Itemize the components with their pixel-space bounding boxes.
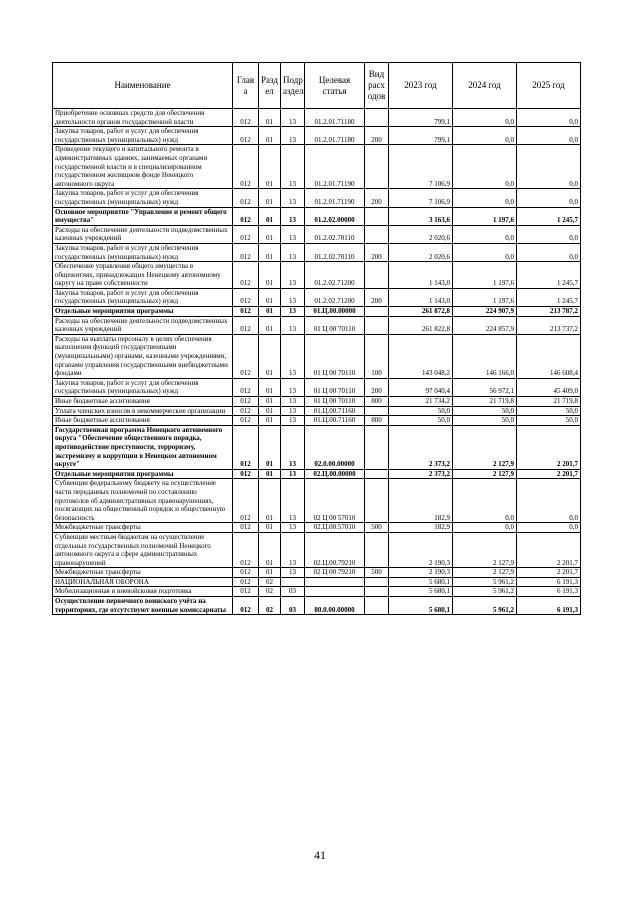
cell-y2025: 0,0: [517, 189, 581, 207]
cell-statya: 01.2.01.71190: [305, 189, 365, 207]
table-row: [53, 406, 581, 416]
table-row: [53, 316, 581, 334]
cell-statya: 02 Ц 00 57010: [305, 479, 365, 523]
cell-y2023: 182,9: [389, 523, 453, 533]
cell-glava: 012: [233, 127, 259, 145]
cell-razdel: 01: [259, 243, 281, 261]
cell-name: Субвенции местным бюджетам на осуществление отдельных государственных полномочий Ненецкого автономного округа в сфере административных правонарушений: [53, 532, 233, 567]
cell-statya: 01 Ц 00 70110: [305, 397, 365, 407]
cell-name: Отдельные мероприятия программы: [53, 307, 233, 317]
cell-razdel: 01: [259, 262, 281, 289]
cell-podrazdel: 03: [281, 587, 305, 597]
cell-y2025: 2 201,7: [517, 469, 581, 479]
cell-name: Расходы на обеспечение деятельности подведомственных казенных учреждений: [53, 225, 233, 243]
cell-podrazdel: 13: [281, 109, 305, 127]
cell-glava: 012: [233, 109, 259, 127]
cell-glava: 012: [233, 288, 259, 306]
cell-podrazdel: 13: [281, 243, 305, 261]
cell-statya: 01.2.02.71200: [305, 262, 365, 289]
cell-y2023: 21 734,2: [389, 397, 453, 407]
cell-podrazdel: 13: [281, 145, 305, 189]
cell-y2023: 1 143,0: [389, 262, 453, 289]
table-row: [53, 523, 581, 533]
cell-podrazdel: 13: [281, 406, 305, 416]
cell-name: Проведение текущего и капитального ремонта в административных зданиях, занимаемых органами государственной власти и в специализированном государственном жилищном фонде Ненецкого автономного округа: [53, 145, 233, 189]
cell-vid: [365, 577, 389, 587]
cell-y2024: 0,0: [453, 243, 517, 261]
cell-y2025: 1 245,7: [517, 288, 581, 306]
cell-y2023: 5 680,1: [389, 577, 453, 587]
table-row: [53, 469, 581, 479]
cell-razdel: 01: [259, 307, 281, 317]
header-glava: Глав а: [233, 63, 259, 109]
cell-vid: 500: [365, 523, 389, 533]
cell-name: Уплата членских взносов в некоммерческие организации: [53, 406, 233, 416]
cell-statya: 01.2.01.71190: [305, 145, 365, 189]
table-body: [53, 109, 581, 615]
header-razdel: Разд ел: [259, 63, 281, 109]
cell-razdel: 01: [259, 416, 281, 426]
cell-vid: 800: [365, 416, 389, 426]
cell-y2024: 21 719,8: [453, 397, 517, 407]
cell-razdel: 01: [259, 288, 281, 306]
cell-podrazdel: 13: [281, 189, 305, 207]
cell-y2023: 50,0: [389, 406, 453, 416]
table-row: [53, 587, 581, 597]
cell-y2023: 182,9: [389, 479, 453, 523]
cell-vid: 200: [365, 243, 389, 261]
table-row: [53, 416, 581, 426]
budget-table: [52, 62, 581, 615]
cell-y2025: 6 191,3: [517, 577, 581, 587]
cell-statya: 80.0.00.00000: [305, 597, 365, 615]
header-podrazdel: Подр аздел: [281, 63, 305, 109]
cell-y2025: 1 245,7: [517, 262, 581, 289]
cell-statya: 01 Ц 00 70110: [305, 316, 365, 334]
cell-glava: 012: [233, 307, 259, 317]
cell-vid: 200: [365, 127, 389, 145]
cell-y2023: 5 680,1: [389, 587, 453, 597]
cell-y2024: 0,0: [453, 127, 517, 145]
cell-statya: 01.2.02.71200: [305, 288, 365, 306]
cell-vid: 800: [365, 397, 389, 407]
cell-glava: 012: [233, 378, 259, 396]
cell-glava: 012: [233, 262, 259, 289]
cell-statya: 01 Ц 00 70110: [305, 334, 365, 378]
cell-name: Обеспечение управления общего имущества в общежитиях, принадлежащих Ненецкому автономному округу на праве собственности: [53, 262, 233, 289]
cell-y2023: 2 373,2: [389, 469, 453, 479]
table-row: [53, 262, 581, 289]
cell-vid: [365, 597, 389, 615]
table-row: [53, 334, 581, 378]
cell-y2025: 0,0: [517, 225, 581, 243]
cell-y2024: 50,0: [453, 416, 517, 426]
table-row: [53, 225, 581, 243]
cell-podrazdel: 13: [281, 378, 305, 396]
cell-vid: 500: [365, 568, 389, 578]
cell-name: Мобилизационная и вневойсковая подготовка: [53, 587, 233, 597]
header-2023: 2023 год: [389, 63, 453, 109]
table-row: [53, 479, 581, 523]
cell-y2025: 0,0: [517, 109, 581, 127]
cell-razdel: 01: [259, 378, 281, 396]
cell-y2025: 0,0: [517, 523, 581, 533]
cell-glava: 012: [233, 469, 259, 479]
cell-razdel: 01: [259, 189, 281, 207]
cell-glava: 012: [233, 425, 259, 469]
cell-y2023: 2 190,3: [389, 532, 453, 567]
cell-podrazdel: [281, 577, 305, 587]
cell-podrazdel: 13: [281, 334, 305, 378]
cell-vid: 200: [365, 378, 389, 396]
cell-vid: [365, 109, 389, 127]
cell-vid: [365, 316, 389, 334]
cell-glava: 012: [233, 577, 259, 587]
cell-podrazdel: 13: [281, 425, 305, 469]
cell-statya: 01.2.01.71180: [305, 127, 365, 145]
cell-y2024: 2 127,9: [453, 568, 517, 578]
table-row: [53, 532, 581, 567]
cell-y2024: 1 197,6: [453, 207, 517, 225]
cell-y2024: 50,0: [453, 406, 517, 416]
cell-razdel: 01: [259, 523, 281, 533]
cell-name: Основное мероприятие "Управление и ремонт общего имущества": [53, 207, 233, 225]
cell-podrazdel: 13: [281, 288, 305, 306]
page-number: 41: [314, 848, 326, 862]
cell-statya: 01 Ц 00 70110: [305, 378, 365, 396]
table-row: [53, 425, 581, 469]
cell-y2023: 7 106,9: [389, 145, 453, 189]
cell-y2023: 50,0: [389, 416, 453, 426]
table-row: [53, 145, 581, 189]
cell-y2025: 2 201,7: [517, 568, 581, 578]
cell-glava: 012: [233, 243, 259, 261]
cell-statya: 02.Ц.00.79210: [305, 532, 365, 567]
cell-vid: [365, 479, 389, 523]
cell-y2024: 0,0: [453, 145, 517, 189]
cell-vid: 100: [365, 334, 389, 378]
cell-statya: 01.2.02.70110: [305, 243, 365, 261]
table-row: [53, 577, 581, 587]
cell-name: Межбюджетные трансферты: [53, 523, 233, 533]
cell-razdel: 01: [259, 145, 281, 189]
cell-podrazdel: 13: [281, 469, 305, 479]
cell-glava: 012: [233, 207, 259, 225]
cell-y2023: 261 822,8: [389, 316, 453, 334]
cell-y2024: 1 197,6: [453, 288, 517, 306]
cell-y2025: 21 719,8: [517, 397, 581, 407]
cell-y2023: 2 373,2: [389, 425, 453, 469]
cell-y2024: 0,0: [453, 479, 517, 523]
cell-y2025: 50,0: [517, 406, 581, 416]
cell-statya: 01.2.02.00000: [305, 207, 365, 225]
cell-glava: 012: [233, 316, 259, 334]
cell-glava: 012: [233, 532, 259, 567]
cell-name: Межбюджетные трансферты: [53, 568, 233, 578]
cell-podrazdel: 13: [281, 416, 305, 426]
cell-razdel: 01: [259, 316, 281, 334]
cell-podrazdel: 13: [281, 316, 305, 334]
cell-vid: 200: [365, 189, 389, 207]
cell-y2023: 2 020,6: [389, 225, 453, 243]
cell-name: Закупка товаров, работ и услуг для обеспечения государственных (муниципальных) нужд: [53, 127, 233, 145]
cell-y2023: 799,1: [389, 127, 453, 145]
cell-name: НАЦИОНАЛЬНАЯ ОБОРОНА: [53, 577, 233, 587]
cell-glava: 012: [233, 225, 259, 243]
cell-y2024: 5 961,2: [453, 587, 517, 597]
cell-vid: [365, 307, 389, 317]
cell-name: Иные бюджетные ассигнования: [53, 416, 233, 426]
cell-y2025: 50,0: [517, 416, 581, 426]
cell-glava: 012: [233, 597, 259, 615]
cell-y2024: 0,0: [453, 109, 517, 127]
table-row: [53, 207, 581, 225]
cell-statya: 01.Ц.00.00000: [305, 307, 365, 317]
cell-y2023: 2 020,6: [389, 243, 453, 261]
cell-name: Осуществление первичного воинского учёта на территориях, где отсутствуют военные комиссариаты: [53, 597, 233, 615]
table-row: [53, 189, 581, 207]
cell-podrazdel: 13: [281, 262, 305, 289]
cell-y2024: 5 961,2: [453, 577, 517, 587]
cell-vid: [365, 587, 389, 597]
cell-y2025: 2 201,7: [517, 425, 581, 469]
cell-y2023: 2 190,3: [389, 568, 453, 578]
cell-y2025: 45 409,0: [517, 378, 581, 396]
cell-y2025: 6 191,3: [517, 597, 581, 615]
cell-y2023: 143 048,2: [389, 334, 453, 378]
cell-y2025: 0,0: [517, 127, 581, 145]
cell-name: Закупка товаров, работ и услуг для обеспечения государственных (муниципальных) нужд: [53, 189, 233, 207]
cell-statya: 02.0.00.00000: [305, 425, 365, 469]
table-row: [53, 378, 581, 396]
table-row: [53, 597, 581, 615]
cell-name: Закупка товаров, работ и услуг для обеспечения государственных (муниципальных) нужд: [53, 288, 233, 306]
cell-razdel: 01: [259, 406, 281, 416]
cell-glava: 012: [233, 568, 259, 578]
cell-name: Расходы на выплаты персоналу в целях обеспечения выполнения функций государственными (муниципальными) органами, казенными учреждениями, органами управления государственными внебюджетными фондами: [53, 334, 233, 378]
cell-y2023: 3 163,6: [389, 207, 453, 225]
cell-razdel: 01: [259, 532, 281, 567]
cell-vid: [365, 425, 389, 469]
cell-name: Приобретение основных средств для обеспечения деятельности органов государственной власти: [53, 109, 233, 127]
cell-razdel: 02: [259, 577, 281, 587]
cell-vid: [365, 207, 389, 225]
table-header-row: [53, 63, 581, 109]
header-name: Наименование: [53, 63, 233, 109]
cell-razdel: 01: [259, 479, 281, 523]
cell-statya: 02 Ц 00 79210: [305, 568, 365, 578]
table-row: [53, 397, 581, 407]
cell-y2023: 1 143,0: [389, 288, 453, 306]
cell-vid: 200: [365, 288, 389, 306]
cell-name: Расходы на обеспечение деятельности подведомственных казенных учреждений: [53, 316, 233, 334]
cell-statya: 01.Ц.00.71160: [305, 406, 365, 416]
cell-y2023: 97 040,4: [389, 378, 453, 396]
cell-y2024: 146 166,0: [453, 334, 517, 378]
cell-podrazdel: 13: [281, 568, 305, 578]
cell-razdel: 02: [259, 597, 281, 615]
table-row: [53, 307, 581, 317]
cell-razdel: 01: [259, 109, 281, 127]
cell-vid: [365, 262, 389, 289]
cell-podrazdel: 13: [281, 479, 305, 523]
cell-vid: [365, 406, 389, 416]
cell-razdel: 01: [259, 568, 281, 578]
cell-y2025: 213 737,2: [517, 316, 581, 334]
table-row: [53, 109, 581, 127]
cell-glava: 012: [233, 189, 259, 207]
cell-razdel: 01: [259, 207, 281, 225]
cell-y2025: 6 191,3: [517, 587, 581, 597]
cell-y2025: 0,0: [517, 145, 581, 189]
cell-name: Субвенции федеральному бюджету на осуществление части переданных полномочий по составлению протоколов об административных правонарушениях, посягающих на общественный порядок и общественную безопасность: [53, 479, 233, 523]
cell-glava: 012: [233, 479, 259, 523]
cell-razdel: 01: [259, 225, 281, 243]
cell-vid: [365, 532, 389, 567]
cell-name: Отдельные мероприятия программы: [53, 469, 233, 479]
cell-statya: [305, 577, 365, 587]
cell-y2025: 2 201,7: [517, 532, 581, 567]
cell-y2024: 0,0: [453, 189, 517, 207]
cell-y2025: 0,0: [517, 243, 581, 261]
cell-y2023: 5 680,1: [389, 597, 453, 615]
cell-y2024: 2 127,9: [453, 425, 517, 469]
cell-razdel: 01: [259, 397, 281, 407]
cell-glava: 012: [233, 587, 259, 597]
cell-glava: 012: [233, 406, 259, 416]
cell-podrazdel: 13: [281, 307, 305, 317]
cell-glava: 012: [233, 523, 259, 533]
cell-podrazdel: 13: [281, 523, 305, 533]
cell-podrazdel: 13: [281, 127, 305, 145]
cell-y2023: 7 106,9: [389, 189, 453, 207]
header-statya: Целевая статья: [305, 63, 365, 109]
budget-table-page: [52, 62, 580, 615]
cell-statya: 01.2.02.70110: [305, 225, 365, 243]
cell-y2024: 5 961,2: [453, 597, 517, 615]
header-vid: Вид расх одов: [365, 63, 389, 109]
table-row: [53, 127, 581, 145]
cell-name: Государственная программа Ненецкого автономного округа "Обеспечение общественного порядка, противодействие преступности, терроризму, экстремизму и коррупции в Ненецком автономном округе": [53, 425, 233, 469]
cell-glava: 012: [233, 145, 259, 189]
cell-razdel: 01: [259, 127, 281, 145]
table-row: [53, 288, 581, 306]
cell-podrazdel: 13: [281, 532, 305, 567]
cell-y2025: 213 787,2: [517, 307, 581, 317]
cell-glava: 012: [233, 334, 259, 378]
cell-podrazdel: 03: [281, 597, 305, 615]
header-2024: 2024 год: [453, 63, 517, 109]
cell-razdel: 02: [259, 587, 281, 597]
cell-y2023: 799,1: [389, 109, 453, 127]
cell-y2025: 0,0: [517, 479, 581, 523]
table-row: [53, 243, 581, 261]
cell-vid: [365, 469, 389, 479]
cell-razdel: 01: [259, 469, 281, 479]
cell-y2024: 0,0: [453, 225, 517, 243]
cell-statya: 02.Ц.00.57010: [305, 523, 365, 533]
cell-name: Закупка товаров, работ и услуг для обеспечения государственных (муниципальных) нужд: [53, 243, 233, 261]
cell-vid: [365, 225, 389, 243]
cell-statya: 02.Ц.00.00000: [305, 469, 365, 479]
cell-name: Закупка товаров, работ и услуг для обеспечения государственных (муниципальных) нужд: [53, 378, 233, 396]
cell-y2024: 2 127,9: [453, 469, 517, 479]
header-2025: 2025 год: [517, 63, 581, 109]
cell-podrazdel: 13: [281, 225, 305, 243]
cell-glava: 012: [233, 397, 259, 407]
cell-razdel: 01: [259, 334, 281, 378]
table-row: [53, 568, 581, 578]
cell-razdel: 01: [259, 425, 281, 469]
cell-statya: 01.2.01.71180: [305, 109, 365, 127]
cell-statya: 01.Ц.00.71160: [305, 416, 365, 426]
cell-y2024: 2 127,9: [453, 532, 517, 567]
cell-vid: [365, 145, 389, 189]
cell-y2024: 224 857,9: [453, 316, 517, 334]
cell-y2024: 0,0: [453, 523, 517, 533]
cell-statya: [305, 587, 365, 597]
cell-y2023: 261 872,8: [389, 307, 453, 317]
cell-y2024: 56 972,1: [453, 378, 517, 396]
cell-name: Иные бюджетные ассигнования: [53, 397, 233, 407]
cell-podrazdel: 13: [281, 397, 305, 407]
cell-podrazdel: 13: [281, 207, 305, 225]
cell-y2024: 1 197,6: [453, 262, 517, 289]
cell-y2025: 146 608,4: [517, 334, 581, 378]
cell-y2025: 1 245,7: [517, 207, 581, 225]
cell-glava: 012: [233, 416, 259, 426]
cell-y2024: 224 907,9: [453, 307, 517, 317]
